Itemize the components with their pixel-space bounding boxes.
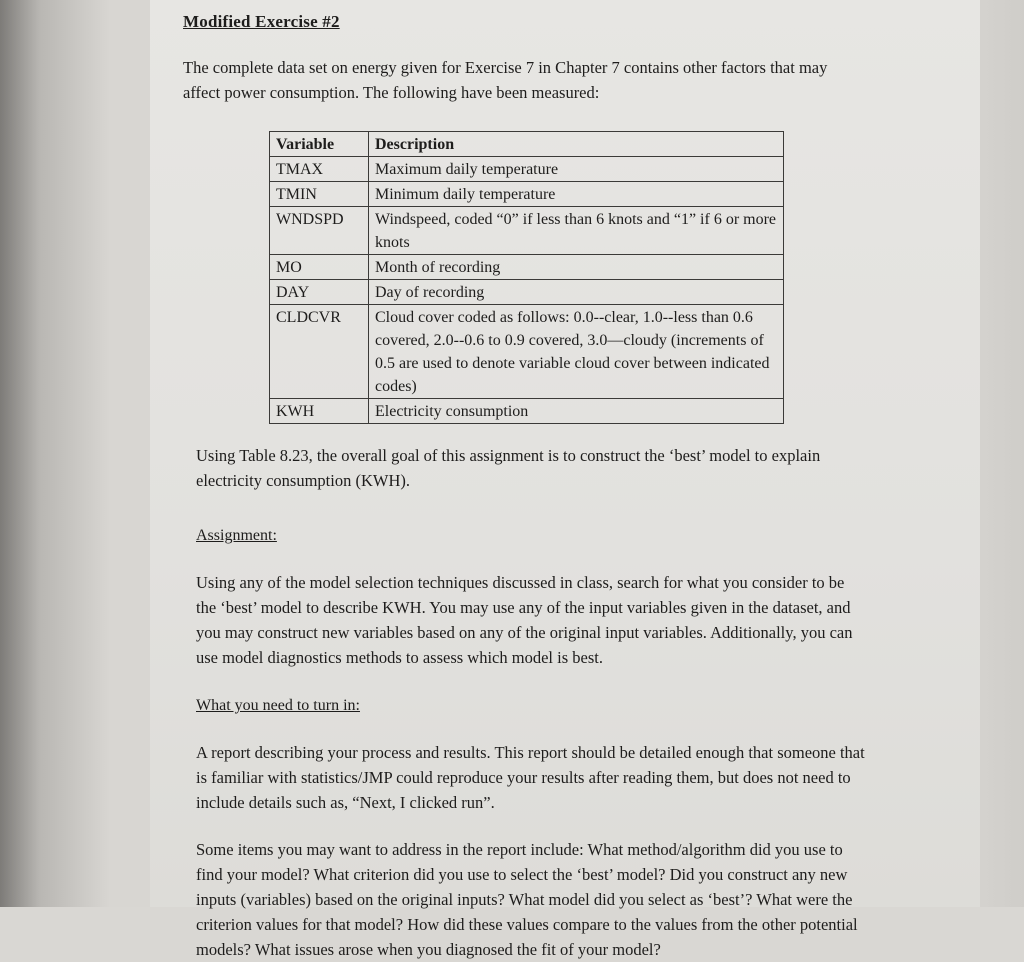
cell-description: Windspeed, coded “0” if less than 6 knots and “1” if 6 or more knots	[369, 207, 784, 255]
table-row	[270, 255, 784, 280]
table-row	[270, 157, 784, 182]
header-variable: Variable	[270, 132, 369, 157]
cell-description: Minimum daily temperature	[369, 182, 784, 207]
cell-variable: CLDCVR	[270, 305, 369, 399]
cell-variable: WNDSPD	[270, 207, 369, 255]
table-row	[270, 305, 784, 399]
table-row	[270, 280, 784, 305]
cell-description: Electricity consumption	[369, 399, 784, 424]
cell-description: Month of recording	[369, 255, 784, 280]
assignment-heading: Assignment:	[196, 527, 277, 544]
table-row	[270, 207, 784, 255]
cell-description: Cloud cover coded as follows: 0.0--clear, 1.0--less than 0.6 covered, 2.0--0.6 to 0.9 covered, 3.0—cloudy (increments of 0.5 are used to denote variable cloud cover between indicated codes)	[369, 305, 784, 399]
turn-in-heading: What you need to turn in:	[196, 697, 360, 714]
header-description: Description	[369, 132, 784, 157]
turn-in-paragraph: A report describing your process and results. This report should be detailed enough that someone that is familiar with statistics/JMP could reproduce your results after reading them, but does not need to include details such as, “Next, I clicked run”.	[196, 743, 865, 812]
goal-paragraph: Using Table 8.23, the overall goal of this assignment is to construct the ‘best’ model to explain electricity consumption (KWH).	[196, 446, 821, 490]
document	[183, 10, 883, 962]
cell-description: Maximum daily temperature	[369, 157, 784, 182]
intro-paragraph: The complete data set on energy given for Exercise 7 in Chapter 7 contains other factors that may affect power consumption. The following have been measured:	[183, 58, 828, 102]
document-title: Modified Exercise #2	[183, 12, 340, 31]
cell-description: Day of recording	[369, 280, 784, 305]
cell-variable: TMAX	[270, 157, 369, 182]
variables-table	[269, 131, 784, 424]
body-section	[196, 443, 883, 962]
table-header-row	[270, 132, 784, 157]
cell-variable: DAY	[270, 280, 369, 305]
cell-variable: TMIN	[270, 182, 369, 207]
table-row	[270, 182, 784, 207]
cell-variable: KWH	[270, 399, 369, 424]
table-row	[270, 399, 784, 424]
cell-variable: MO	[270, 255, 369, 280]
report-items-paragraph: Some items you may want to address in the report include: What method/algorithm did you use to find your model? What criterion did you use to select the ‘best’ model? Did you construct any new inputs (variables) based on the original inputs? What model did you select as ‘best’? What were the criterion values for that model? How did these values compare to the values from the other potential models? What issues arose when you diagnosed the fit of your model?	[196, 840, 858, 959]
assignment-paragraph: Using any of the model selection techniques discussed in class, search for what you consider to be the ‘best’ model to describe KWH. You may use any of the input variables given in the dataset, and you may construct new variables based on any of the original input variables. Additionally, you can use model diagnostics methods to assess which model is best.	[196, 573, 853, 667]
